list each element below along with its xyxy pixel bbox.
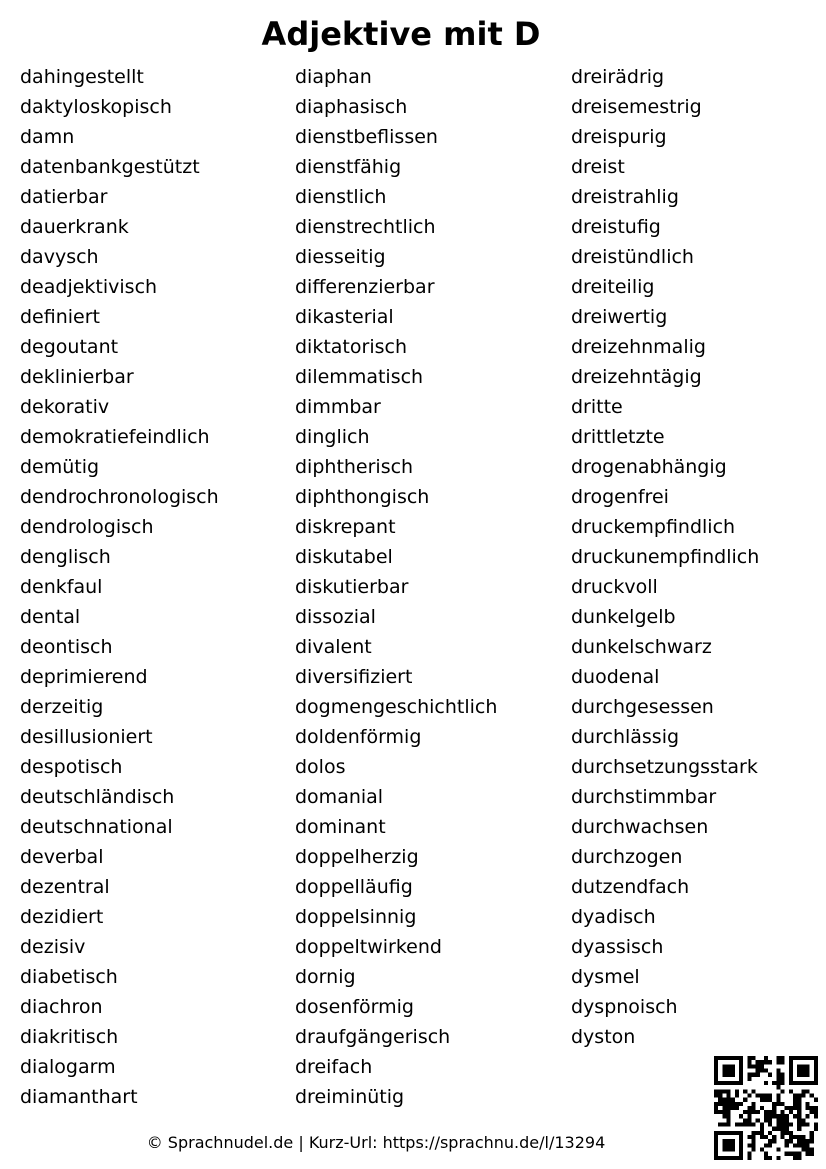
word-item: divalent bbox=[295, 636, 372, 658]
word-item: dimmbar bbox=[295, 396, 381, 418]
word-item: damn bbox=[20, 126, 75, 148]
word-item: doppeltwirkend bbox=[295, 936, 442, 958]
word-item: dezidiert bbox=[20, 906, 104, 928]
word-item: drogenabhängig bbox=[571, 456, 727, 478]
word-item: dreistufig bbox=[571, 216, 661, 238]
word-item: dreiminütig bbox=[295, 1086, 405, 1108]
page-title: Adjektive mit D bbox=[261, 15, 541, 53]
word-item: dienstbeflissen bbox=[295, 126, 438, 148]
word-item: datierbar bbox=[20, 186, 108, 208]
word-item: diesseitig bbox=[295, 246, 386, 268]
word-item: deklinierbar bbox=[20, 366, 134, 388]
word-item: doldenförmig bbox=[295, 726, 422, 748]
word-item: druckunempfindlich bbox=[571, 546, 760, 568]
word-item: dekorativ bbox=[20, 396, 110, 418]
word-item: dienstrechtlich bbox=[295, 216, 436, 238]
word-item: dendrologisch bbox=[20, 516, 154, 538]
word-item: deutschländisch bbox=[20, 786, 175, 808]
word-item: dezisiv bbox=[20, 936, 86, 958]
word-item: dysmel bbox=[571, 966, 640, 988]
word-item: dyadisch bbox=[571, 906, 656, 928]
word-item: deprimierend bbox=[20, 666, 148, 688]
word-item: despotisch bbox=[20, 756, 123, 778]
word-item: dialogarm bbox=[20, 1056, 116, 1078]
word-item: dental bbox=[20, 606, 81, 628]
word-item: diskutierbar bbox=[295, 576, 409, 598]
word-item: dritte bbox=[571, 396, 623, 418]
word-item: deadjektivisch bbox=[20, 276, 158, 298]
word-column-3 bbox=[571, 62, 759, 1052]
word-item: definiert bbox=[20, 306, 100, 328]
word-item: dyassisch bbox=[571, 936, 664, 958]
word-item: diaphasisch bbox=[295, 96, 408, 118]
footer-credit: © Sprachnudel.de | Kurz-Url: https://sprachnu.de/l/13294 bbox=[146, 1133, 606, 1152]
word-item: dornig bbox=[295, 966, 356, 988]
word-item: dyston bbox=[571, 1026, 636, 1048]
word-item: deverbal bbox=[20, 846, 104, 868]
word-item: diskutabel bbox=[295, 546, 393, 568]
word-item: deutschnational bbox=[20, 816, 173, 838]
word-item: dreirädrig bbox=[571, 66, 665, 88]
word-item: drittletzte bbox=[571, 426, 665, 448]
word-item: dinglich bbox=[295, 426, 370, 448]
word-item: diktatorisch bbox=[295, 336, 407, 358]
word-item: domanial bbox=[295, 786, 384, 808]
word-item: dosenförmig bbox=[295, 996, 414, 1018]
word-item: demütig bbox=[20, 456, 100, 478]
word-item: draufgängerisch bbox=[295, 1026, 451, 1048]
word-item: dreispurig bbox=[571, 126, 667, 148]
word-item: diabetisch bbox=[20, 966, 118, 988]
word-column-1 bbox=[20, 62, 219, 1112]
word-item: druckempfindlich bbox=[571, 516, 736, 538]
word-item: durchlässig bbox=[571, 726, 680, 748]
word-item: deontisch bbox=[20, 636, 113, 658]
word-item: diphtherisch bbox=[295, 456, 414, 478]
word-item: dienstlich bbox=[295, 186, 387, 208]
word-item: dreizehnmalig bbox=[571, 336, 706, 358]
word-item: differenzierbar bbox=[295, 276, 435, 298]
word-item: duodenal bbox=[571, 666, 660, 688]
word-item: dreistrahlig bbox=[571, 186, 679, 208]
word-item: dreistündlich bbox=[571, 246, 694, 268]
word-item: dahingestellt bbox=[20, 66, 144, 88]
word-item: durchgesessen bbox=[571, 696, 714, 718]
word-item: durchstimmbar bbox=[571, 786, 717, 808]
word-item: dilemmatisch bbox=[295, 366, 424, 388]
word-column-2 bbox=[295, 62, 497, 1112]
word-item: diversifiziert bbox=[295, 666, 413, 688]
word-item: druckvoll bbox=[571, 576, 658, 598]
word-item: davysch bbox=[20, 246, 99, 268]
word-item: dezentral bbox=[20, 876, 110, 898]
word-item: desillusioniert bbox=[20, 726, 153, 748]
word-item: diaphan bbox=[295, 66, 372, 88]
word-item: dreist bbox=[571, 156, 625, 178]
word-item: durchzogen bbox=[571, 846, 683, 868]
word-item: dreisemestrig bbox=[571, 96, 702, 118]
word-item: datenbankgestützt bbox=[20, 156, 200, 178]
word-item: diakritisch bbox=[20, 1026, 119, 1048]
word-item: dreizehntägig bbox=[571, 366, 702, 388]
word-item: dreiwertig bbox=[571, 306, 668, 328]
word-item: dreiteilig bbox=[571, 276, 655, 298]
word-item: diskrepant bbox=[295, 516, 396, 538]
word-item: dendrochronologisch bbox=[20, 486, 219, 508]
word-item: drogenfrei bbox=[571, 486, 669, 508]
qr-code-icon bbox=[714, 1056, 818, 1160]
word-item: denglisch bbox=[20, 546, 111, 568]
word-item: dominant bbox=[295, 816, 386, 838]
word-item: dutzendfach bbox=[571, 876, 690, 898]
word-item: dreifach bbox=[295, 1056, 373, 1078]
word-item: dauerkrank bbox=[20, 216, 129, 238]
word-item: dissozial bbox=[295, 606, 376, 628]
word-item: denkfaul bbox=[20, 576, 103, 598]
word-item: doppelherzig bbox=[295, 846, 419, 868]
word-item: diphthongisch bbox=[295, 486, 430, 508]
word-item: dienstfähig bbox=[295, 156, 402, 178]
word-item: durchwachsen bbox=[571, 816, 709, 838]
word-item: doppelläufig bbox=[295, 876, 413, 898]
word-item: durchsetzungsstark bbox=[571, 756, 758, 778]
word-item: daktyloskopisch bbox=[20, 96, 172, 118]
word-item: diamanthart bbox=[20, 1086, 138, 1108]
word-item: dyspnoisch bbox=[571, 996, 678, 1018]
word-item: dunkelgelb bbox=[571, 606, 676, 628]
word-item: dolos bbox=[295, 756, 346, 778]
word-item: demokratiefeindlich bbox=[20, 426, 210, 448]
word-item: dikasterial bbox=[295, 306, 394, 328]
word-item: dogmengeschichtlich bbox=[295, 696, 498, 718]
word-item: derzeitig bbox=[20, 696, 104, 718]
word-item: doppelsinnig bbox=[295, 906, 417, 928]
word-item: diachron bbox=[20, 996, 103, 1018]
word-item: dunkelschwarz bbox=[571, 636, 712, 658]
word-item: degoutant bbox=[20, 336, 119, 358]
